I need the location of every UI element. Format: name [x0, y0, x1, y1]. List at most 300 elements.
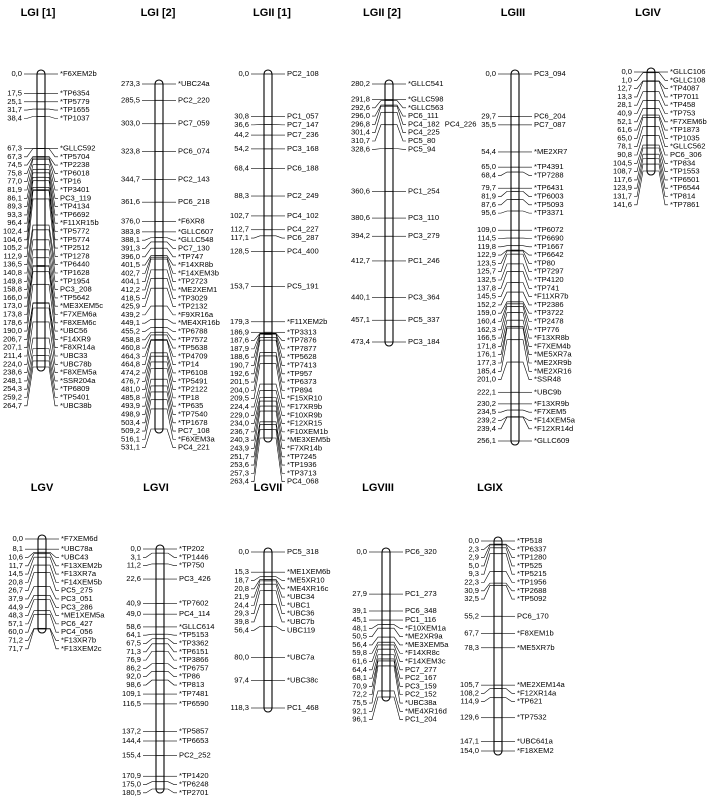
marker-name: *F11XEM2b [287, 316, 328, 326]
position-connector [142, 332, 155, 340]
position-connector [25, 552, 38, 557]
marker-connector [163, 306, 176, 315]
locus-position: 380,6 [350, 213, 370, 223]
marker-name: PC1_273 [405, 589, 437, 599]
linkage-group-title: LGII [1] [253, 7, 291, 20]
marker-name: *TP6248 [179, 779, 209, 789]
locus-position: 108,7 [612, 166, 632, 176]
marker-connector [164, 634, 177, 635]
locus-position: 49,0 [126, 609, 141, 619]
marker-name: *ME1XEM6b [287, 567, 331, 577]
marker-name: *F8XEM5a [60, 367, 97, 377]
marker-name: *F12XR15 [287, 418, 323, 428]
locus-position: 24,4 [234, 600, 249, 610]
marker-name: *UBC78a [61, 544, 93, 554]
locus-position: 301,4 [350, 127, 370, 137]
locus-position: 29,3 [234, 608, 249, 618]
marker-name: *TP741 [534, 283, 560, 293]
locus-position: 476,7 [120, 376, 140, 386]
locus-position: 61,6 [617, 125, 632, 135]
locus-position: 54,4 [481, 146, 496, 156]
marker-name: *TP7540 [178, 409, 208, 419]
marker-name: *TP6018 [60, 168, 90, 178]
locus-position: 178,6 [2, 317, 22, 327]
marker-name: *TP6590 [179, 698, 209, 708]
locus-position: 190,7 [229, 360, 249, 370]
marker-name: PC2_167 [405, 673, 437, 683]
position-connector [369, 691, 382, 711]
marker-name: *TP7532 [517, 712, 547, 722]
locus-position: 328,6 [350, 144, 370, 154]
locus-position: 239,4 [476, 423, 496, 433]
locus-position: 396,0 [120, 251, 140, 261]
locus-position: 296,0 [350, 111, 370, 121]
locus-position: 109,1 [121, 689, 141, 699]
marker-name: *TP14 [178, 359, 200, 369]
marker-name: *TP1678 [178, 417, 208, 427]
locus-position: 0,0 [621, 67, 632, 76]
marker-name: *TP1278 [60, 251, 90, 261]
marker-connector [502, 571, 515, 582]
locus-position: 259,2 [2, 392, 22, 402]
marker-name: *ME2XR9b [534, 358, 572, 368]
marker-connector [655, 73, 668, 81]
marker-name: *TP957 [287, 368, 313, 378]
marker-name: *TP5092 [517, 594, 547, 604]
marker-name: *F13XR9b [534, 398, 570, 408]
position-connector [498, 172, 511, 175]
locus-position: 141,6 [612, 199, 632, 209]
marker-name: PC4_102 [287, 210, 319, 220]
locus-position: 166,0 [2, 292, 22, 302]
marker-connector [655, 148, 668, 172]
marker-connector [163, 356, 176, 381]
locus-position: 211,4 [3, 350, 22, 360]
position-connector [24, 159, 37, 181]
marker-name: *ME5XR7a [534, 349, 572, 359]
marker-name: *TP6354 [60, 88, 90, 98]
marker-name: *TP6072 [534, 225, 564, 235]
marker-name: PC3_208 [60, 284, 92, 294]
marker-name: *SSR48 [534, 374, 562, 384]
marker-connector [390, 625, 403, 629]
locus-position: 280,2 [350, 79, 370, 88]
marker-name: PC3_159 [405, 681, 437, 691]
locus-position: 240,3 [229, 435, 249, 445]
locus-position: 158,8 [2, 284, 22, 294]
locus-position: 11,2 [126, 560, 141, 570]
marker-name: PC2_152 [405, 689, 437, 699]
marker-name: *TP6003 [534, 191, 564, 201]
locus-position: 21,9 [234, 592, 249, 602]
marker-name: PC7_277 [405, 664, 437, 674]
locus-position: 186,9 [229, 327, 249, 337]
marker-name: *F6XEM2b [60, 69, 97, 78]
position-connector [498, 200, 511, 205]
locus-position: 236,7 [229, 426, 249, 436]
locus-position: 81,9 [481, 191, 496, 201]
locus-position: 201,0 [476, 374, 496, 384]
marker-name: *UBC56 [60, 326, 88, 336]
locus-position: 68,4 [481, 170, 496, 180]
locus-position: 153,7 [229, 281, 249, 291]
locus-position: 76,9 [126, 655, 141, 665]
locus-position: 122,9 [476, 250, 496, 260]
marker-connector [163, 319, 176, 323]
position-connector [369, 625, 382, 629]
marker-name: *TP7288 [534, 170, 564, 180]
locus-position: 68,1 [352, 673, 367, 683]
marker-name: *F8XEM6c [60, 317, 97, 327]
marker-name: *TP2386 [534, 299, 564, 309]
marker-name: PC4_221 [178, 442, 210, 452]
locus-position: 55,2 [464, 611, 479, 621]
marker-name: *TP5642 [60, 292, 90, 302]
marker-name: *TP7413 [287, 360, 317, 370]
locus-position: 108,2 [459, 688, 479, 698]
locus-position: 187,9 [229, 343, 249, 353]
marker-name: *GLLC108 [670, 75, 706, 85]
locus-position: 464,3 [120, 351, 140, 361]
marker-connector [164, 664, 177, 669]
marker-name: *TP814 [670, 191, 696, 201]
locus-position: 97,4 [234, 675, 249, 685]
marker-connector [519, 211, 532, 213]
marker-name: *TP813 [179, 680, 205, 690]
marker-name: PC1_254 [408, 186, 440, 196]
position-connector [142, 319, 155, 323]
marker-name: *TP6373 [287, 377, 317, 387]
locus-position: 173,8 [2, 309, 22, 319]
marker-connector [46, 573, 59, 591]
locus-position: 296,8 [350, 119, 370, 129]
marker-name: *UBC33 [60, 350, 88, 360]
locus-position: 112,9 [3, 251, 22, 261]
marker-name: *F8XR14a [60, 342, 96, 352]
position-connector [634, 101, 647, 114]
locus-position: 96,1 [352, 714, 367, 724]
marker-name: *TP1655 [60, 105, 90, 115]
locus-position: 323,8 [120, 146, 140, 156]
marker-name: PC1_057 [287, 111, 319, 121]
marker-connector [164, 639, 177, 644]
marker-name: *TP5491 [178, 376, 208, 386]
marker-name: *ME5XR10 [287, 575, 325, 585]
position-connector [251, 384, 264, 407]
marker-name: *TP4709 [178, 351, 208, 361]
locus-position: 503,4 [120, 417, 140, 427]
marker-name: *TP3313 [287, 327, 317, 337]
locus-position: 40,9 [126, 598, 141, 608]
marker-connector [519, 340, 532, 372]
locus-position: 204,0 [229, 385, 249, 395]
marker-name: *UBC641a [517, 736, 553, 746]
marker-name: PC1_246 [408, 255, 440, 265]
marker-name: *TP7876 [287, 335, 317, 345]
linkage-group-title: LGIII [500, 7, 526, 20]
marker-name: *F7XEM5 [534, 407, 567, 417]
position-connector [142, 429, 155, 448]
locus-position: 18,7 [234, 575, 249, 585]
marker-name: PC6_188 [287, 163, 319, 173]
chromosome-bar [38, 535, 46, 633]
locus-position: 75,5 [352, 698, 367, 708]
locus-position: 17,5 [7, 88, 22, 98]
position-connector [142, 356, 155, 381]
marker-name: UBC119 [287, 625, 316, 635]
position-connector [251, 604, 264, 621]
locus-position: 485,8 [120, 392, 140, 402]
locus-position: 114,9 [460, 696, 479, 706]
locus-position: 391,3 [120, 243, 140, 253]
marker-name: PC4_114 [179, 609, 211, 619]
marker-name: *UBC24a [178, 79, 210, 88]
locus-position: 531,1 [120, 442, 140, 452]
locus-position: 78,1 [617, 141, 632, 151]
locus-position: 457,1 [350, 315, 370, 325]
marker-name: PC7_059 [178, 118, 210, 128]
locus-position: 238,6 [2, 367, 22, 377]
marker-connector [502, 583, 515, 591]
locus-position: 256,1 [476, 436, 496, 445]
locus-position: 105,7 [459, 680, 479, 690]
locus-position: 125,7 [476, 266, 496, 276]
locus-position: 75,8 [7, 168, 22, 178]
locus-position: 92,0 [126, 671, 141, 681]
locus-position: 481,0 [120, 384, 140, 394]
locus-position: 44,2 [234, 130, 249, 140]
marker-name: *ME2XR16 [534, 366, 572, 376]
position-connector [142, 379, 155, 406]
locus-position: 412,7 [350, 255, 370, 265]
position-connector [498, 328, 511, 363]
locus-position: 0,0 [238, 547, 249, 556]
position-connector [251, 626, 264, 630]
locus-position: 77,0 [7, 176, 22, 186]
marker-name: *TP6431 [534, 183, 564, 193]
marker-name: *TP6151 [179, 646, 209, 656]
locus-position: 440,1 [350, 292, 370, 302]
marker-connector [393, 101, 406, 108]
locus-position: 50,5 [352, 631, 367, 641]
position-connector [142, 242, 155, 249]
locus-position: 177,3 [476, 358, 496, 368]
position-connector [251, 356, 264, 390]
locus-position: 224,4 [229, 401, 249, 411]
locus-position: 155,4 [121, 750, 141, 760]
marker-name: *TP6440 [60, 259, 90, 269]
locus-position: 376,0 [120, 216, 140, 226]
locus-position: 179,3 [229, 316, 249, 326]
linkage-group-title: LGI [1] [20, 7, 56, 20]
marker-name: *F7XR14b [287, 443, 323, 453]
position-connector [498, 211, 511, 213]
marker-name: *TP5774 [60, 234, 90, 244]
linkage-group-title: LGI [2] [140, 7, 176, 20]
marker-connector [164, 553, 177, 557]
marker-name: *TP6544 [670, 183, 700, 193]
marker-name: PC1_468 [287, 703, 319, 712]
marker-name: *TP747 [178, 251, 204, 261]
marker-name: *TP5638 [178, 343, 208, 353]
position-connector [142, 288, 155, 306]
locus-position: 458,8 [120, 334, 140, 344]
marker-name: PC6_074 [178, 146, 210, 156]
marker-name: *TP6809 [60, 384, 90, 394]
locus-position: 48,3 [8, 610, 23, 620]
marker-name: *F11XR15b [60, 218, 99, 228]
locus-position: 39,8 [234, 616, 249, 626]
marker-name: *GLLC598 [408, 94, 444, 104]
marker-name: *TP6757 [179, 663, 209, 673]
marker-connector [163, 379, 176, 406]
locus-position: 57,1 [8, 618, 23, 628]
marker-name: PC5_318 [287, 547, 319, 556]
locus-position: 32,5 [464, 594, 479, 604]
locus-position: 70,9 [352, 681, 367, 691]
marker-name: PC5_275 [61, 585, 93, 595]
marker-name: *F12XR14d [534, 423, 574, 433]
marker-name: *F10XEM1b [287, 426, 328, 436]
locus-position: 102,7 [229, 210, 249, 220]
locus-position: 87,6 [481, 199, 496, 209]
locus-position: 72,2 [352, 689, 367, 699]
locus-position: 185,4 [476, 366, 496, 376]
marker-name: *ME2XEM14a [517, 680, 565, 690]
locus-position: 402,7 [120, 268, 140, 278]
locus-position: 40,9 [617, 108, 632, 118]
marker-name: *TP834 [670, 158, 696, 168]
marker-name: *TP3029 [178, 293, 208, 303]
marker-name: *F7XEM6b [670, 116, 707, 126]
position-connector [143, 664, 156, 669]
marker-name: *TP1553 [670, 166, 700, 176]
marker-connector [272, 424, 285, 465]
linkage-group [613, 7, 707, 209]
marker-name: *GLLC592 [60, 143, 96, 153]
marker-name: PC4_400 [287, 246, 319, 256]
marker-name: PC4_226 [444, 119, 477, 129]
linkage-group [230, 7, 331, 485]
locus-position: 60,0 [8, 627, 23, 637]
locus-position: 30,8 [234, 111, 249, 121]
locus-position: 253,6 [229, 460, 249, 470]
marker-name: *UBC7a [287, 652, 315, 662]
locus-position: 493,9 [120, 401, 140, 411]
locus-position: 383,8 [120, 226, 140, 236]
marker-name: *ME3XEM5b [287, 435, 331, 445]
position-connector [24, 361, 37, 398]
locus-position: 361,6 [120, 197, 140, 207]
position-connector [481, 698, 494, 702]
linkage-group [8, 482, 105, 653]
locus-position: 209,5 [229, 393, 249, 403]
marker-name: PC3_094 [534, 69, 566, 78]
marker-name: *TP3401 [60, 184, 90, 194]
locus-position: 88,3 [234, 191, 249, 201]
position-connector [25, 573, 38, 591]
locus-position: 67,7 [464, 628, 479, 638]
locus-position: 58,6 [126, 621, 141, 631]
marker-connector [393, 112, 406, 132]
marker-name: PC4_068 [287, 476, 319, 486]
marker-connector [164, 789, 177, 793]
marker-name: *TP4134 [60, 201, 90, 211]
marker-name: *ME3XEM5a [405, 639, 449, 649]
marker-name: *TP2723 [178, 276, 208, 286]
locus-position: 152,2 [476, 299, 496, 309]
position-connector [372, 101, 385, 108]
position-connector [251, 577, 264, 581]
position-connector [143, 553, 156, 557]
locus-position: 56,4 [234, 625, 249, 635]
locus-position: 149,8 [2, 276, 22, 286]
marker-name: *TP2688 [517, 585, 547, 595]
marker-connector [519, 328, 532, 363]
locus-position: 273,3 [120, 79, 140, 88]
marker-connector [163, 238, 176, 241]
linkage-group [477, 7, 576, 445]
marker-name: *TP4087 [670, 83, 700, 93]
marker-name: *ME4XR16b [178, 318, 220, 328]
locus-position: 243,9 [229, 443, 249, 453]
position-connector [143, 644, 156, 652]
locus-position: 132,5 [476, 275, 496, 285]
position-connector [634, 92, 647, 106]
marker-name: *ME4XR16d [405, 706, 447, 716]
position-connector [634, 148, 647, 172]
marker-connector [45, 272, 58, 323]
marker-connector [164, 671, 177, 676]
locus-position: 35,5 [481, 119, 496, 129]
marker-name: *F14XEM5a [534, 415, 575, 425]
locus-position: 498,9 [120, 409, 140, 419]
locus-position: 175,0 [121, 779, 141, 789]
locus-position: 74,5 [7, 160, 22, 170]
marker-name: *F13XEM2b [61, 560, 102, 570]
marker-name: *TP1936 [287, 460, 317, 470]
locus-position: 28,1 [617, 100, 632, 110]
locus-position: 234,0 [229, 418, 249, 428]
marker-connector [45, 361, 58, 398]
marker-name: *GLLC562 [670, 141, 706, 151]
locus-position: 30,9 [464, 585, 479, 595]
marker-name: *F14XEM3b [178, 268, 219, 278]
marker-name: *F6XEM3a [178, 434, 215, 444]
locus-position: 145,5 [476, 291, 496, 301]
locus-position: 187,6 [229, 335, 249, 345]
position-connector [634, 164, 647, 196]
locus-position: 176,1 [476, 349, 496, 359]
marker-connector [163, 327, 176, 331]
marker-name: PC7_108 [178, 426, 210, 436]
locus-position: 418,5 [120, 293, 140, 303]
marker-name: *F12XR14a [517, 688, 557, 698]
marker-name: PC4_227 [287, 224, 319, 234]
marker-name: PC3_426 [179, 574, 211, 584]
locus-position: 112,7 [230, 224, 249, 234]
marker-name: PC5_94 [408, 144, 436, 154]
marker-connector [393, 149, 406, 150]
locus-position: 190,0 [2, 326, 22, 336]
locus-position: 27,9 [352, 589, 367, 599]
locus-position: 22,6 [126, 574, 141, 584]
marker-name: *TP5628 [287, 352, 317, 362]
marker-name: *TP202 [179, 544, 205, 553]
linkage-group [352, 482, 449, 723]
marker-connector [272, 356, 285, 390]
marker-connector [655, 164, 668, 196]
